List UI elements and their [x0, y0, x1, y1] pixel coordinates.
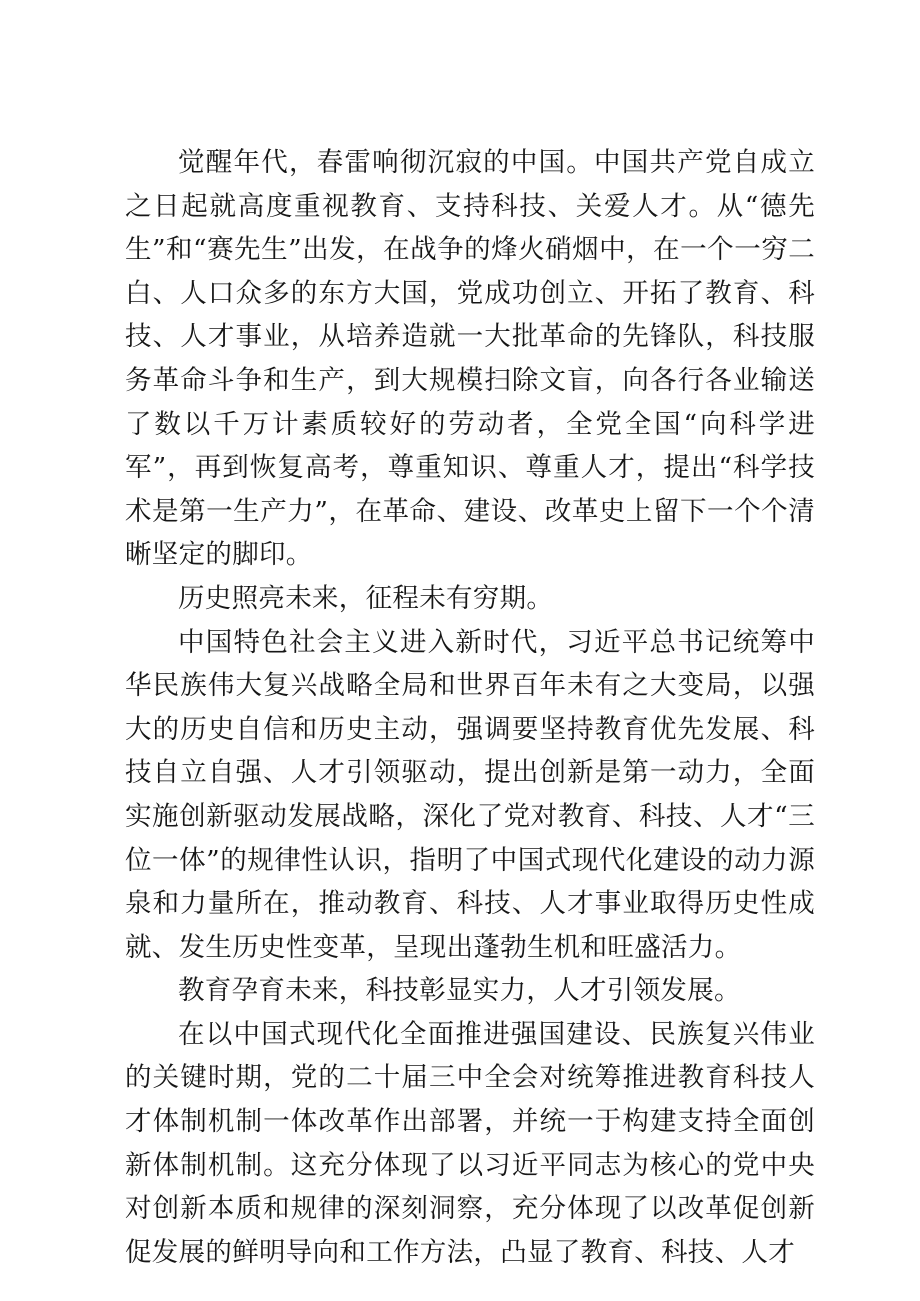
paragraph-history-lights-future: 历史照亮未来，征程未有穷期。: [178, 582, 554, 614]
body-text: [125, 141, 815, 1274]
paragraph-education-science-talent: 教育孕育未来，科技彰显实力，人才引领发展。: [178, 975, 741, 1007]
paragraph-new-era: 中国特色社会主义进入新时代，习近平总书记统筹中华民族伟大复兴战略全局和世界百年未有之大变局，以强大的历史自信和历史主动，强调要坚持教育优先发展、科技自立自强、人才引领驱动，提出创新是第一动力，全面实施创新驱动发展战略，深化了党对教育、科技、人才“三位一体”的规律性认识，指明了中国式现代化建设的动力源泉和力量所在，推动教育、科技、人才事业取得历史性成就、发生历史性变革，呈现出蓬勃生机和旺盛活力。: [125, 626, 815, 963]
paragraph-third-plenum: 在以中国式现代化全面推进强国建设、民族复兴伟业的关键时期，党的二十届三中全会对统筹推进教育科技人才体制机制一体改革作出部署，并统一于构建支持全面创新体制机制。这充分体现了以习近平同志为核心的党中央对创新本质和规律的深刻洞察，充分体现了以改革促创新促发展的鲜明导向和工作方法，凸显了教育、科技、人才: [125, 1018, 815, 1268]
paragraph-awakening-era: 觉醒年代，春雷响彻沉寂的中国。中国共产党自成立之日起就高度重视教育、支持科技、关爱人才。从“德先生”和“赛先生”出发，在战争的烽火硝烟中，在一个一穷二白、人口众多的东方大国，党成功创立、开拓了教育、科技、人才事业，从培养造就一大批革命的先锋队，科技服务革命斗争和生产，到大规模扫除文盲，向各行各业输送了数以千万计素质较好的劳动者，全党全国“向科学进军”，再到恢复高考，尊重知识、尊重人才，提出“科学技术是第一生产力”，在革命、建设、改革史上留下一个个清晰坚定的脚印。: [125, 147, 815, 571]
